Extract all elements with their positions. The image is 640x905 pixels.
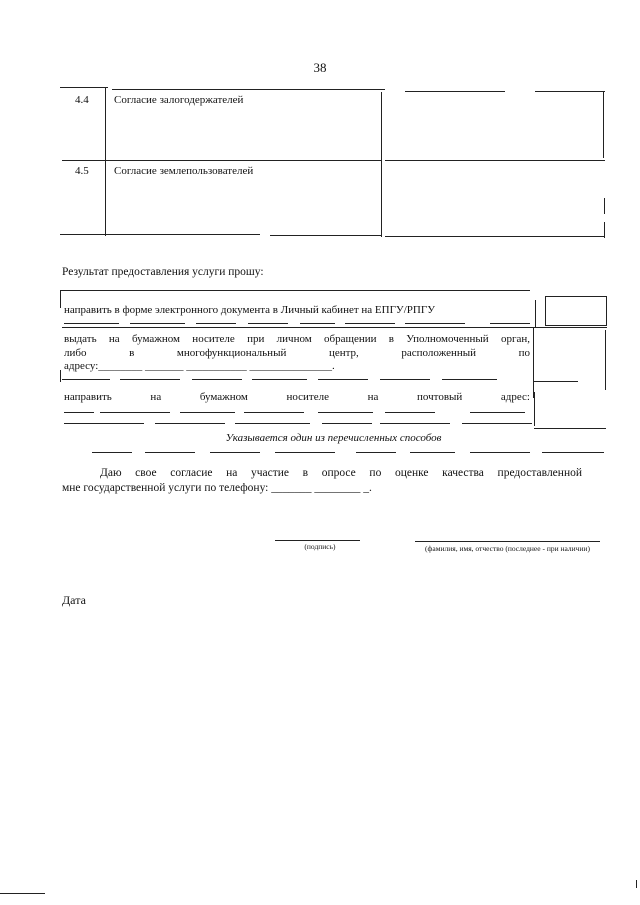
blank-line [196,323,236,324]
options-row-divider [192,379,242,380]
blank-line [64,323,119,324]
option-epgu: направить в форме электронного документа в Личный кабинет на ЕПГУ/РПГУ [64,304,435,316]
blank-line [64,412,94,413]
blank-line [470,412,525,413]
table-border-top [112,89,385,90]
scan-edge-mark [636,880,637,888]
table-row-label: Согласие землепользователей [114,165,254,177]
consent-line: Даю свое согласие на участие в опросе по оценке качества предоставленной [100,467,582,479]
blank-line [130,323,185,324]
blank-line [318,412,373,413]
blank-line [322,423,372,424]
options-border-bottom [210,452,260,453]
blank-line [345,323,395,324]
options-row-divider [62,379,110,380]
blank-line [180,412,235,413]
signature-caption: (подпись) [304,542,336,551]
blank-line [155,423,225,424]
table-border-bottom [270,235,382,236]
date-label: Дата [62,593,86,607]
options-row-divider [380,379,430,380]
table-row-number: 4.4 [75,94,89,106]
consent-line: мне государственной услуги по телефону: _______ ________ _. [62,482,372,494]
blank-line [248,323,288,324]
table-border-right [604,198,605,214]
blank-line [300,323,335,324]
options-border-bottom [275,452,335,453]
table-border-top [405,91,505,92]
table-row-number: 4.5 [75,165,89,177]
options-column-divider [535,300,536,328]
options-border-top [60,290,530,291]
options-border-bottom [92,452,132,453]
full-name-caption: (фамилия, имя, отчество (последнее - при наличии) [425,544,590,553]
blank-line [64,423,144,424]
option-paper-line: выдать на бумажном носителе при личном обращении в Уполномоченный орган, [64,333,530,345]
options-column-divider [533,328,534,398]
options-border-bottom [410,452,455,453]
option-epgu-checkbox[interactable] [545,296,607,326]
table-row-divider [62,160,382,161]
options-row-divider [252,379,307,380]
options-row-divider [534,428,606,429]
options-row-divider [533,381,578,382]
blank-line [405,323,465,324]
table-border-bottom [385,236,605,237]
option-paper-address: адресу:________ _______ ___________ _______________. [64,360,335,372]
page-number: 38 [313,60,327,75]
options-border-bottom [145,452,195,453]
table-column-divider [105,88,106,236]
option-mail: направить на бумажном носителе на почтовый адрес: [64,391,530,403]
blank-line [462,423,532,424]
options-row-divider [442,379,497,380]
option-paper-line: либо в многофункциональный центр, расположенный по [64,347,530,359]
options-border-bottom [356,452,396,453]
options-column-divider [534,392,535,426]
table-row-divider [385,160,605,161]
result-heading: Результат предоставления услуги прошу: [62,266,264,278]
blank-line [380,423,450,424]
full-name-line [415,541,600,542]
table-column-divider [381,92,382,237]
table-border-bottom [60,234,260,235]
blank-line [385,412,435,413]
options-row-divider [318,379,368,380]
consent-paragraph [62,466,582,496]
options-border-left [60,290,61,308]
table-border-top [60,87,108,88]
table-border-right [603,92,604,158]
blank-line [490,323,530,324]
blank-line [235,423,310,424]
table-border-top [535,91,605,92]
options-border-bottom [542,452,604,453]
options-border-left [60,370,61,382]
table-row-label: Согласие залогодержателей [114,94,244,106]
options-border-bottom [470,452,530,453]
blank-line [100,412,170,413]
options-hint: Указывается один из перечисленных способов [225,432,442,444]
options-row-divider [62,327,607,328]
options-border-right [605,330,606,390]
scan-edge-mark [0,893,45,894]
blank-line [244,412,304,413]
signature-line [275,540,360,541]
options-row-divider [120,379,180,380]
